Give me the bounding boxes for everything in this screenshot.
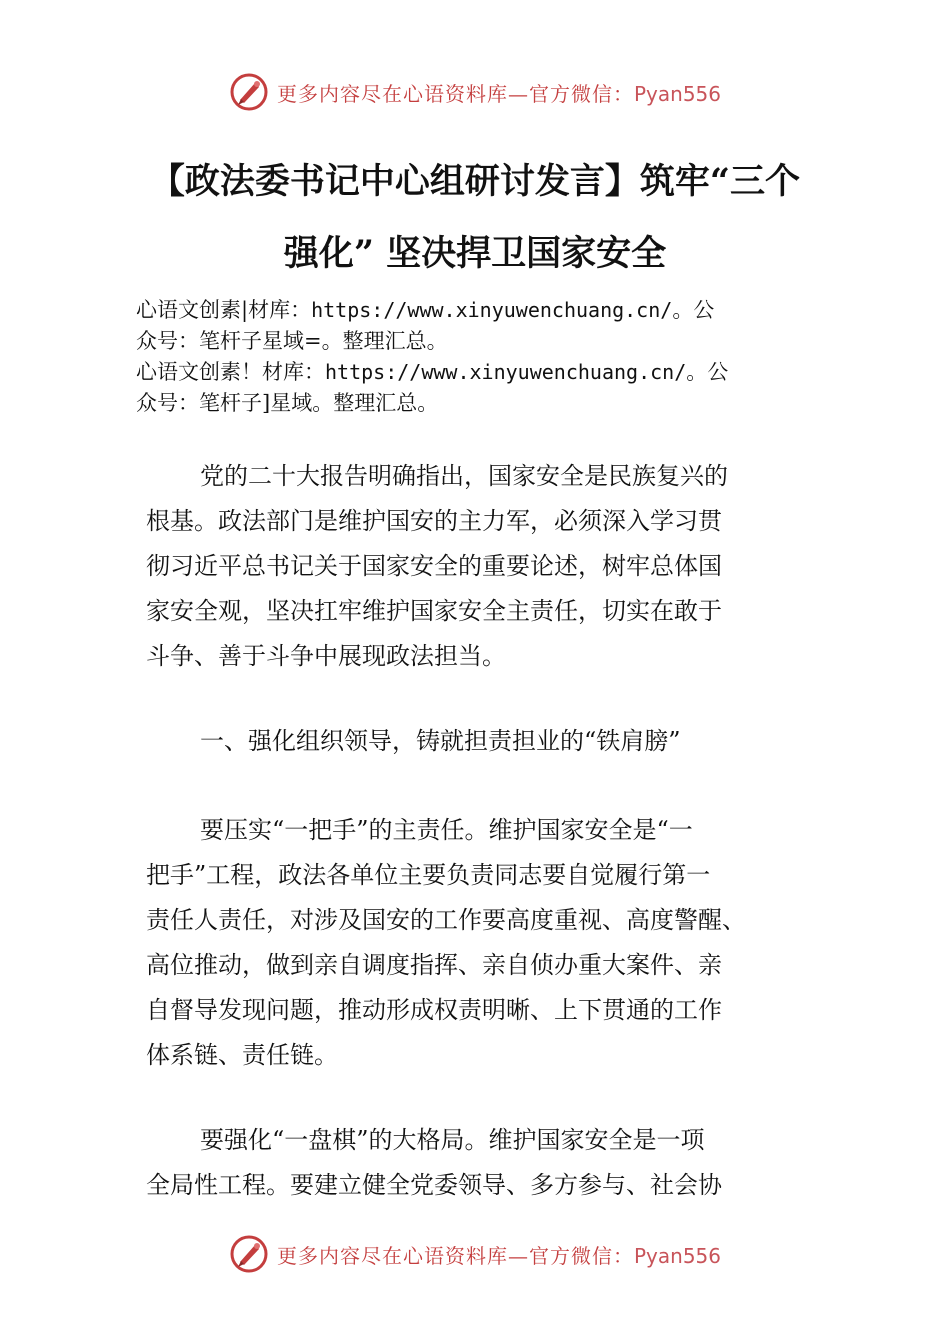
text-line: 高位推动，做到亲自调度指挥、亲自侦办重大案件、亲 (146, 951, 722, 979)
paragraph-overall-pattern (146, 1118, 816, 1208)
text-line: 要压实“一把手”的主责任。维护国家安全是“一 (200, 816, 693, 844)
text-line: 根基。政法部门是维护国安的主力军，必须深入学习贯 (146, 507, 722, 535)
text-line: 彻习近平总书记关于国家安全的重要论述，树牢总体国 (146, 552, 722, 580)
heading-text: 一、强化组织领导，铸就担责担业的“铁肩膀” (200, 727, 681, 755)
meta-line-1: 心语文创素|材库：https://www.xinyuwenchuang.cn/。公 (136, 298, 715, 322)
text-line: 自督导发现问题，推动形成权责明晰、上下贯通的工作 (146, 996, 722, 1024)
text-line: 斗争、善于斗争中展现政法担当。 (146, 642, 506, 670)
section-heading-1 (146, 719, 816, 764)
text-line: 把手”工程，政法各单位主要负责同志要自觉履行第一 (146, 861, 711, 889)
footer-banner (0, 1232, 950, 1276)
brand-logo-icon (229, 1234, 269, 1274)
brand-logo-icon (229, 72, 269, 112)
header-banner (0, 70, 950, 114)
text-line: 体系链、责任链。 (146, 1041, 338, 1069)
text-line: 全局性工程。要建立健全党委领导、多方参与、社会协 (146, 1171, 722, 1199)
source-meta (136, 295, 856, 419)
banner-text: 更多内容尽在心语资料库—官方微信：Pyan556 (276, 81, 721, 106)
meta-line-2: 众号：笔杆子星域=。整理汇总。 (136, 329, 448, 353)
paragraph-intro (146, 454, 816, 679)
banner-text: 更多内容尽在心语资料库—官方微信：Pyan556 (276, 1243, 721, 1268)
text-line: 责任人责任，对涉及国安的工作要高度重视、高度警醒、 (146, 906, 746, 934)
text-line: 党的二十大报告明确指出，国家安全是民族复兴的 (200, 462, 728, 490)
meta-line-4: 众号：笔杆子]星域。整理汇总。 (136, 391, 439, 415)
document-title-line-2: 强化” 坚决捍卫国家安全 (283, 233, 667, 274)
text-line: 家安全观，坚决扛牢维护国家安全主责任，切实在敢于 (146, 597, 722, 625)
text-line: 要强化“一盘棋”的大格局。维护国家安全是一项 (200, 1126, 705, 1154)
document-title-line-1: 【政法委书记中心组研讨发言】筑牢“三个 (149, 161, 801, 202)
paragraph-responsibility (146, 808, 816, 1078)
meta-line-3: 心语文创素！材库：https://www.xinyuwenchuang.cn/。公 (136, 360, 729, 384)
